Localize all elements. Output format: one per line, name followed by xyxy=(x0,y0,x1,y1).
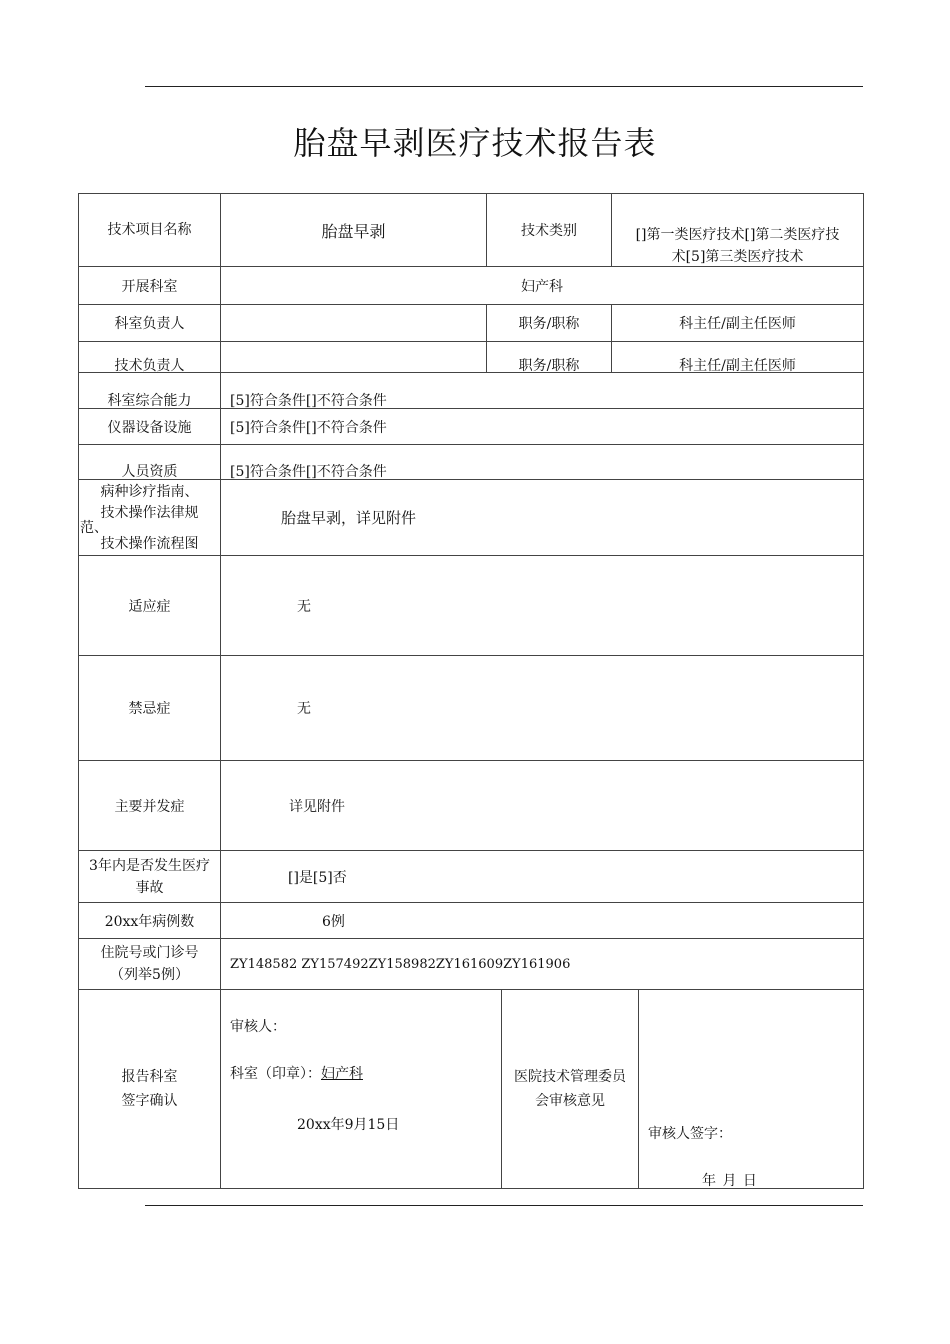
accident-value: []是[5]否 xyxy=(288,869,347,886)
accident-label-line2: 事故 xyxy=(135,879,164,896)
position-label-cell-1 xyxy=(486,304,612,342)
hospital-no-label-cell xyxy=(78,938,221,990)
hospital-no-label-line2: （列举5例） xyxy=(110,967,189,983)
guideline-label-line4: 技术操作流程图 xyxy=(100,536,199,552)
date-placeholder: 年 月 日 xyxy=(702,1173,758,1189)
committee-label-line2: 会审核意见 xyxy=(535,1093,605,1109)
bottom-rule xyxy=(145,1205,863,1206)
project-name-label: 技术项目名称 xyxy=(107,222,192,238)
dept-seal-line xyxy=(230,1063,363,1083)
top-rule xyxy=(145,86,863,87)
position-value-2: 科主任/副主任医师 xyxy=(679,358,796,373)
guideline-label-cell xyxy=(78,479,221,556)
contraindication-value-cell xyxy=(220,655,864,761)
position-value-cell-1 xyxy=(611,304,864,342)
department-label: 开展科室 xyxy=(121,278,178,295)
report-dept-sign-cell xyxy=(220,989,502,1189)
accident-value-cell xyxy=(220,850,864,903)
tech-head-label-cell xyxy=(78,341,221,373)
dept-head-value-cell xyxy=(220,304,487,342)
committee-label-cell xyxy=(501,989,639,1189)
dept-head-label-cell xyxy=(78,304,221,342)
report-date: 20xx年9月15日 xyxy=(297,1117,400,1133)
indication-value: 无 xyxy=(297,598,311,615)
indication-value-cell xyxy=(220,555,864,656)
equipment-value: [5]符合条件[]不符合条件 xyxy=(230,419,387,436)
accident-label-line1: 3年内是否发生医疗 xyxy=(89,857,210,874)
tech-category-value-cell xyxy=(611,193,864,267)
position-label-1: 职务/职称 xyxy=(518,316,580,332)
project-name-value: 胎盘早剥 xyxy=(321,221,386,241)
guideline-value: 胎盘早剥，详见附件 xyxy=(281,509,417,527)
indication-label: 适应症 xyxy=(128,598,171,615)
hospital-no-value: ZY148582 ZY157492ZY158982ZY161609ZY161906 xyxy=(230,956,571,972)
tech-category-line2: 术[5]第三类医疗技术 xyxy=(671,249,804,265)
cases-label-cell xyxy=(78,902,221,939)
dept-seal-value: 妇产科 xyxy=(321,1066,363,1082)
tech-head-label: 技术负责人 xyxy=(114,358,185,373)
dept-capability-value: [5]符合条件[]不符合条件 xyxy=(230,393,387,409)
department-value: 妇产科 xyxy=(521,278,563,295)
complication-value-cell xyxy=(220,760,864,851)
contraindication-label: 禁忌症 xyxy=(128,701,171,717)
project-name-value-cell xyxy=(220,193,487,267)
equipment-value-cell xyxy=(220,408,864,445)
report-dept-label-cell xyxy=(78,989,221,1189)
complication-value: 详见附件 xyxy=(289,798,345,815)
tech-head-value-cell xyxy=(220,341,487,373)
report-dept-label-line1: 报告科室 xyxy=(121,1069,178,1085)
staff-label: 人员资质 xyxy=(121,464,178,480)
position-value-cell-2 xyxy=(611,341,864,373)
guideline-label-line3: 范、 xyxy=(80,520,108,536)
position-label-cell-2 xyxy=(486,341,612,373)
hospital-no-label-line1: 住院号或门诊号 xyxy=(100,945,199,961)
committee-label-line1: 医院技术管理委员 xyxy=(514,1069,626,1085)
guideline-value-cell xyxy=(220,479,864,556)
project-name-label-cell xyxy=(78,193,221,267)
dept-capability-value-cell xyxy=(220,372,864,409)
equipment-label: 仪器设备设施 xyxy=(107,419,192,436)
dept-seal-label: 科室（印章）： xyxy=(230,1066,321,1082)
guideline-label-line1: 病种诊疗指南、 xyxy=(100,484,199,500)
department-value-cell xyxy=(220,266,864,305)
contraindication-value: 无 xyxy=(297,701,311,717)
staff-label-cell xyxy=(78,444,221,480)
tech-category-line1: []第一类医疗技术[]第二类医疗技 xyxy=(635,227,840,243)
tech-category-label-cell xyxy=(486,193,612,267)
hospital-no-value-cell xyxy=(220,938,864,990)
staff-value-cell xyxy=(220,444,864,480)
reviewer-label: 审核人： xyxy=(230,1019,286,1035)
staff-value: [5]符合条件[]不符合条件 xyxy=(230,464,387,480)
report-dept-label-line2: 签字确认 xyxy=(121,1093,178,1109)
dept-head-label: 科室负责人 xyxy=(114,316,185,332)
equipment-label-cell xyxy=(78,408,221,445)
dept-capability-label-cell xyxy=(78,372,221,409)
cases-value: 6例 xyxy=(322,913,345,930)
position-value-1: 科主任/副主任医师 xyxy=(679,316,796,332)
position-label-2: 职务/职称 xyxy=(518,358,580,373)
page-title: 胎盘早剥医疗技术报告表 xyxy=(293,124,657,162)
tech-category-label: 技术类别 xyxy=(521,223,577,239)
accident-label-cell xyxy=(78,850,221,903)
guideline-label-line2: 技术操作法律规 xyxy=(100,505,199,521)
complication-label-cell xyxy=(78,760,221,851)
cases-label: 20xx年病例数 xyxy=(104,913,195,930)
dept-capability-label: 科室综合能力 xyxy=(107,393,192,409)
department-label-cell xyxy=(78,266,221,305)
cases-value-cell xyxy=(220,902,864,939)
indication-label-cell xyxy=(78,555,221,656)
committee-sign-cell xyxy=(638,989,864,1189)
reviewer-sign-label: 审核人签字： xyxy=(648,1126,732,1142)
complication-label: 主要并发症 xyxy=(114,798,185,815)
contraindication-label-cell xyxy=(78,655,221,761)
